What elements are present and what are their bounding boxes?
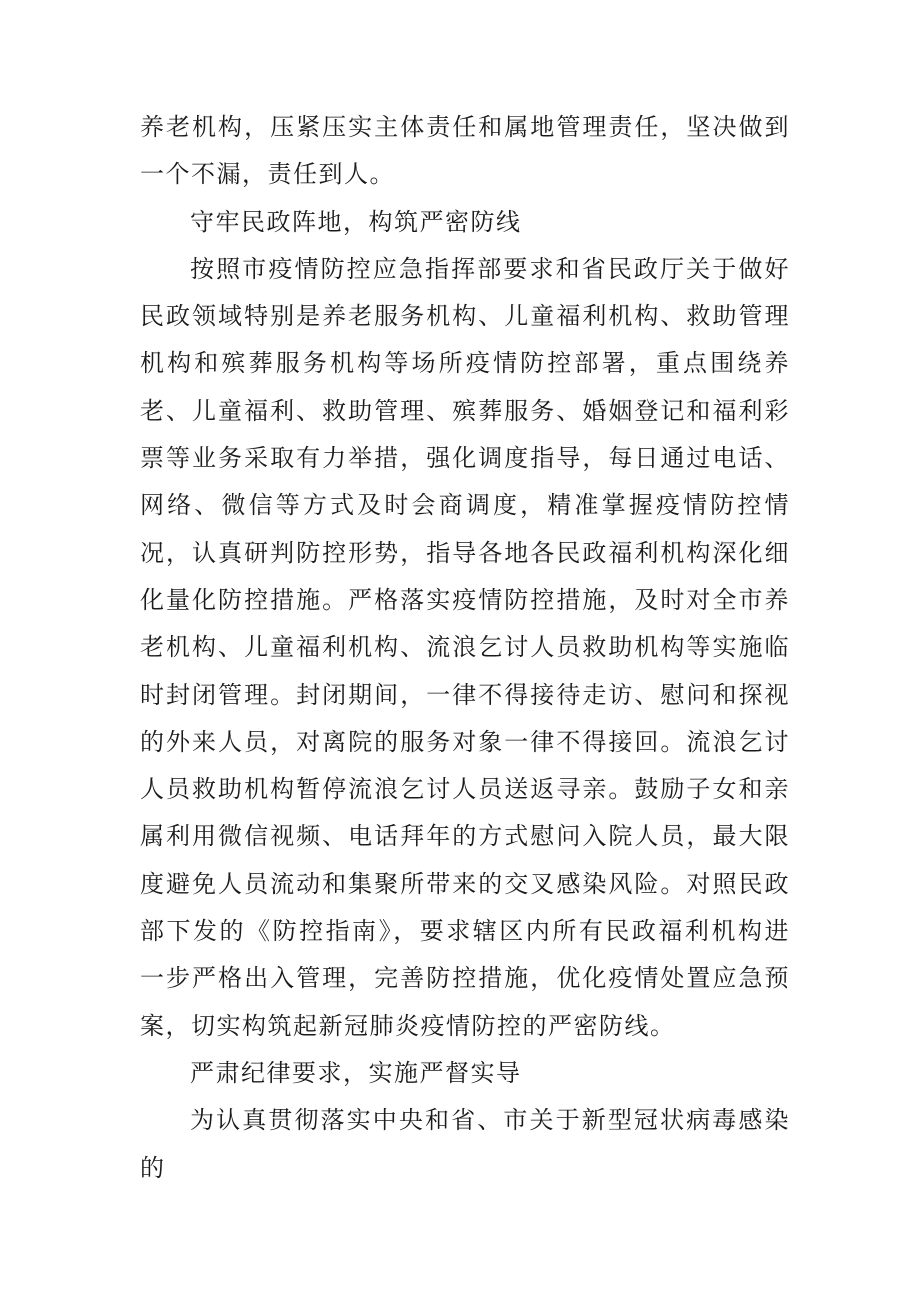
paragraph-continuation: 养老机构，压紧压实主体责任和属地管理责任，坚决做到一个不漏，责任到人。 [140, 113, 790, 189]
section-heading-2: 严肃纪律要求，实施严督实导 [190, 1058, 522, 1087]
paragraph-body-2: 为认真贯彻落实中央和省、市关于新型冠状病毒感染的 [140, 1106, 790, 1182]
section-heading-1: 守牢民政阵地，构筑严密防线 [190, 207, 522, 236]
document-body [140, 104, 790, 1192]
paragraph-body-1: 按照市疫情防控应急指挥部要求和省民政厅关于做好民政领域特别是养老服务机构、儿童福利机构、救助管理机构和殡葬服务机构等场所疫情防控部署，重点围绕养老、儿童福利、救助管理、殡葬服务、婚姻登记和福利彩票等业务采取有力举措，强化调度指导，每日通过电话、网络、微信等方式及时会商调度，精准掌握疫情防控情况，认真研判防控形势，指导各地各民政福利机构深化细化量化防控措施。严格落实疫情防控措施，及时对全市养老机构、儿童福利机构、流浪乞讨人员救助机构等实施临时封闭管理。封闭期间，一律不得接待走访、慰问和探视的外来人员，对离院的服务对象一律不得接回。流浪乞讨人员救助机构暂停流浪乞讨人员送返寻亲。鼓励子女和亲属利用微信视频、电话拜年的方式慰问入院人员，最大限度避免人员流动和集聚所带来的交叉感染风险。对照民政部下发的《防控指南》，要求辖区内所有民政福利机构进一步严格出入管理，完善防控措施，优化疫情处置应急预案，切实构筑起新冠肺炎疫情防控的严密防线。 [140, 254, 790, 1040]
